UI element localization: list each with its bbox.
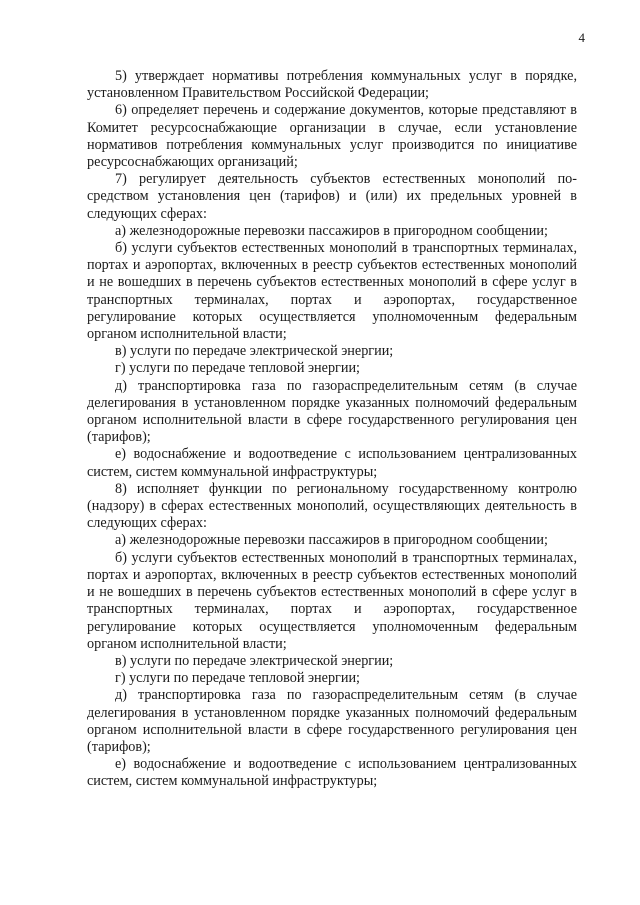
paragraph-8-d: д) транспортировка газа по газораспределительным сетям (в случае делегирования в установленном порядке указанных полномочий федеральным органом исполнительной власти в сфере государственного регулирования цен (тарифов);	[87, 687, 577, 755]
paragraph-8-b: б) услуги субъектов естественных монополий в транспортных терминалах, портах и аэропортах, включенных в реестр субъектов естественных монополий и не вошедших в перечень субъектов естественных монополий в сфере услуг в транспортных терминалах, портах и аэропортах, государственное регулирование которых осуществляется уполномоченным федеральным органом исполнительной власти;	[87, 549, 577, 652]
paragraph-6: 6) определяет перечень и содержание документов, которые представляют в Комитет ресурсоснабжающие организации в случае, если установление нормативов потребления коммунальных услуг производится по инициативе ресурсоснабжающих организаций;	[87, 102, 577, 171]
paragraph-7-b: б) услуги субъектов естественных монополий в транспортных терминалах, портах и аэропортах, включенных в реестр субъектов естественных монополий и не вошедших в перечень субъектов естественных монополий в сфере услуг в транспортных терминалах, портах и аэропортах, государственное регулирование которых осуществляется уполномоченным федеральным органом исполнительной власти;	[87, 240, 577, 343]
document-body	[87, 68, 577, 791]
paragraph-7-g: г) услуги по передаче тепловой энергии;	[115, 360, 360, 377]
paragraph-7: 7) регулирует деятельность субъектов естественных монополий посредством установления цен (тарифов) и (или) их предельных уровней в следующих сферах:	[87, 171, 577, 222]
paragraph-8: 8) исполняет функции по региональному государственному контролю (надзору) в сферах естественных монополий, осуществляющих деятельность в следующих сферах:	[87, 480, 577, 532]
page-number: 4	[578, 30, 585, 45]
paragraph-5: 5) утверждает нормативы потребления коммунальных услуг в порядке, установленном Правительством Российской Федерации;	[87, 68, 577, 102]
paragraph-7-a: а) железнодорожные перевозки пассажиров в пригородном сообщении;	[115, 222, 548, 239]
paragraph-7-d: д) транспортировка газа по газораспределительным сетям (в случае делегирования в установленном порядке указанных полномочий федеральным органом исполнительной власти в сфере государственного регулирования цен (тарифов);	[87, 377, 577, 446]
paragraph-8-e: е) водоснабжение и водоотведение с использованием централизованных систем, систем коммунальной инфраструктуры;	[87, 756, 577, 790]
paragraph-7-e: е) водоснабжение и водоотведение с использованием централизованных систем, систем коммунальной инфраструктуры;	[87, 446, 577, 480]
paragraph-8-a: а) железнодорожные перевозки пассажиров в пригородном сообщении;	[115, 532, 548, 549]
paragraph-8-g: г) услуги по передаче тепловой энергии;	[115, 670, 360, 687]
paragraph-7-v: в) услуги по передаче электрической энергии;	[115, 343, 394, 360]
paragraph-8-v: в) услуги по передаче электрической энергии;	[115, 652, 394, 669]
